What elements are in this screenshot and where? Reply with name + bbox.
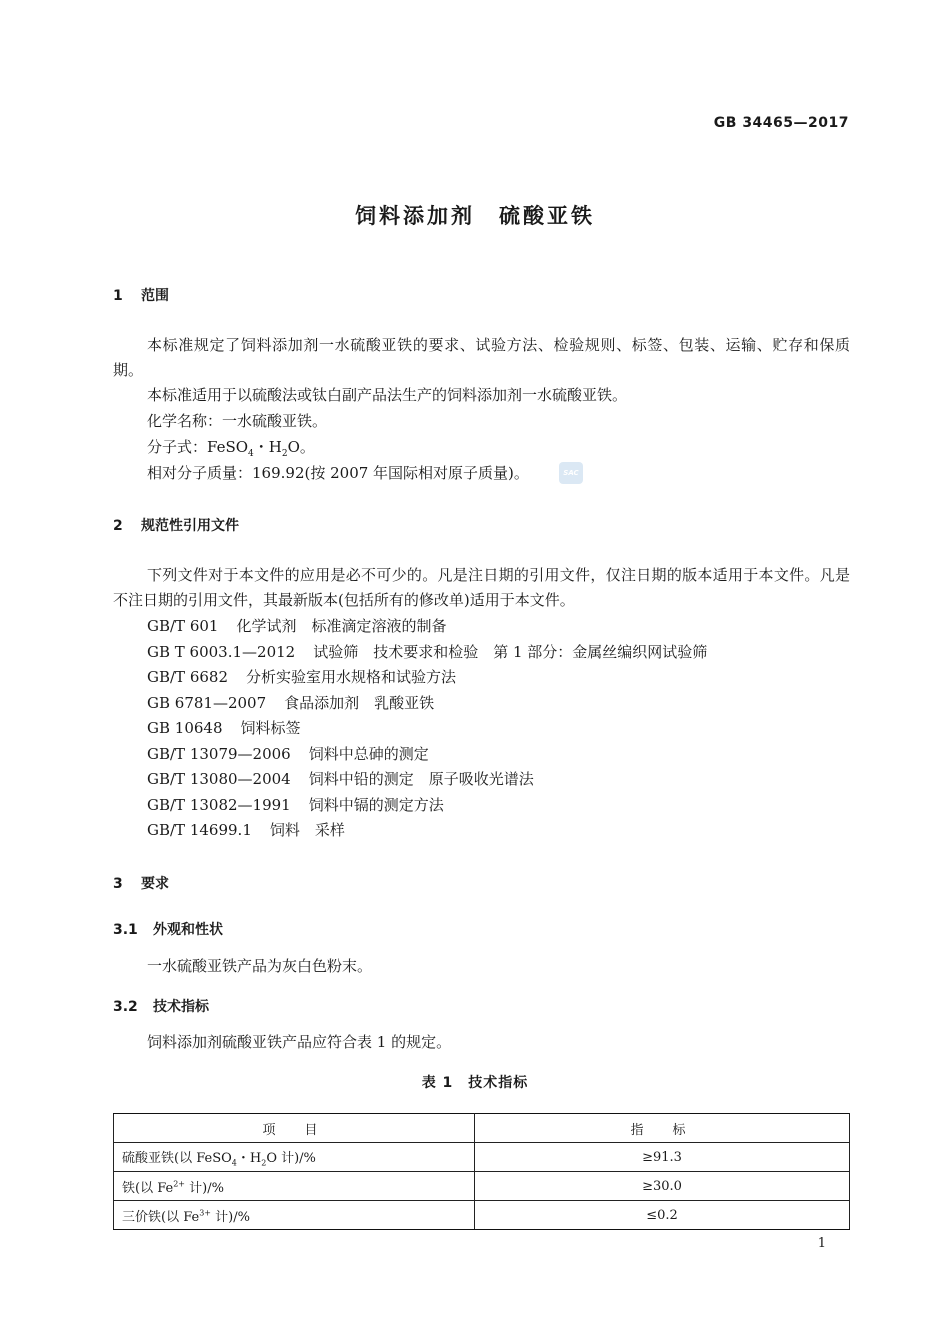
table-cell-item bbox=[114, 1172, 475, 1201]
section-3-2-heading bbox=[113, 996, 209, 1016]
column-header-item: 项 目 bbox=[114, 1114, 475, 1143]
section-title: 规范性引用文件 bbox=[141, 518, 239, 534]
item-subscript: 2 bbox=[261, 1158, 267, 1168]
formula-subscript: 2 bbox=[281, 449, 288, 459]
section-2-heading bbox=[113, 515, 239, 535]
reference-item bbox=[147, 640, 707, 665]
molecular-mass: 相对分子质量：169.92(按 2007 年国际相对原子质量)。 bbox=[147, 464, 529, 482]
normative-references-intro: 下列文件对于本文件的应用是必不可少的。凡是注日期的引用文件，仅注日期的版本适用于本文件。凡是不注日期的引用文件，其最新版本(包括所有的修改单)适用于本文件。 bbox=[113, 566, 850, 609]
reference-code: GB/T 601 bbox=[147, 617, 219, 635]
document-title: 饲料添加剂 硫酸亚铁 bbox=[355, 204, 595, 228]
item-text: ・H bbox=[236, 1150, 262, 1166]
reference-item bbox=[147, 767, 534, 792]
table-cell-value: ≤0.2 bbox=[475, 1201, 850, 1230]
section-number: 3 bbox=[113, 876, 123, 892]
formula-subscript: 4 bbox=[248, 449, 254, 459]
reference-title: 化学试剂 标准滴定溶液的制备 bbox=[236, 617, 447, 635]
formula-part: 分子式：FeSO bbox=[147, 438, 249, 456]
reference-title: 试验筛 技术要求和检验 第 1 部分：金属丝编织网试验筛 bbox=[313, 643, 708, 661]
table-cell-value: ≥30.0 bbox=[475, 1172, 850, 1201]
reference-code: GB 10648 bbox=[147, 719, 223, 737]
scope-paragraph-1: 本标准规定了饲料添加剂一水硫酸亚铁的要求、试验方法、检验规则、标签、包装、运输、贮存和保质期。 bbox=[113, 336, 850, 379]
reference-title: 饲料 采样 bbox=[269, 821, 345, 839]
reference-item bbox=[147, 665, 456, 690]
formula-part: O。 bbox=[287, 438, 315, 456]
reference-title: 食品添加剂 乳酸亚铁 bbox=[284, 694, 435, 712]
reference-item bbox=[147, 614, 446, 639]
technical-index-text: 饲料添加剂硫酸亚铁产品应符合表 1 的规定。 bbox=[147, 1033, 452, 1051]
table-header-row bbox=[114, 1114, 850, 1143]
reference-item bbox=[147, 818, 345, 843]
section-1-heading bbox=[113, 285, 169, 305]
item-text: 铁(以 Fe bbox=[122, 1180, 174, 1196]
reference-item bbox=[147, 716, 301, 741]
item-text: 三价铁(以 Fe bbox=[122, 1209, 200, 1225]
reference-title: 分析实验室用水规格和试验方法 bbox=[246, 668, 457, 686]
section-3-heading bbox=[113, 873, 169, 893]
reference-code: GB/T 13079—2006 bbox=[147, 745, 291, 763]
item-text: 计)/% bbox=[211, 1209, 250, 1225]
chemical-name: 化学名称：一水硫酸亚铁。 bbox=[147, 412, 328, 430]
reference-code: GB/T 13080—2004 bbox=[147, 770, 291, 788]
reference-item bbox=[147, 742, 429, 767]
item-superscript: 3+ bbox=[199, 1208, 212, 1218]
reference-title: 饲料标签 bbox=[240, 719, 301, 737]
item-text: O 计)/% bbox=[266, 1150, 316, 1166]
table-row bbox=[114, 1172, 850, 1201]
subsection-title: 技术指标 bbox=[153, 999, 209, 1015]
section-3-1-heading bbox=[113, 919, 223, 939]
item-text: 硫酸亚铁(以 FeSO bbox=[122, 1150, 232, 1166]
item-subscript: 4 bbox=[231, 1158, 237, 1168]
table-cell-item bbox=[114, 1143, 475, 1172]
scope-paragraph-2: 本标准适用于以硫酸法或钛白副产品法生产的饲料添加剂一水硫酸亚铁。 bbox=[147, 386, 628, 404]
reference-code: GB T 6003.1—2012 bbox=[147, 643, 296, 661]
table-caption: 表 1 技术指标 bbox=[421, 1075, 529, 1091]
page-number: 1 bbox=[817, 1236, 826, 1251]
reference-code: GB/T 6682 bbox=[147, 668, 229, 686]
subsection-number: 3.1 bbox=[113, 922, 138, 938]
table-row bbox=[114, 1143, 850, 1172]
item-superscript: 2+ bbox=[173, 1179, 186, 1189]
table-row bbox=[114, 1201, 850, 1230]
reference-code: GB/T 13082—1991 bbox=[147, 796, 291, 814]
standard-number: GB 34465—2017 bbox=[713, 115, 849, 131]
column-header-value: 指 标 bbox=[475, 1114, 850, 1143]
section-title: 要求 bbox=[141, 876, 169, 892]
section-number: 1 bbox=[113, 288, 123, 304]
reference-title: 饲料中铅的测定 原子吸收光谱法 bbox=[308, 770, 534, 788]
reference-title: 饲料中总砷的测定 bbox=[308, 745, 429, 763]
subsection-title: 外观和性状 bbox=[153, 922, 223, 938]
formula-part: ・H bbox=[253, 438, 282, 456]
reference-item bbox=[147, 793, 444, 818]
technical-index-table bbox=[113, 1113, 850, 1230]
reference-title: 饲料中镉的测定方法 bbox=[308, 796, 444, 814]
sac-watermark-logo: SAC bbox=[559, 462, 583, 484]
reference-code: GB/T 14699.1 bbox=[147, 821, 252, 839]
section-title: 范围 bbox=[141, 288, 169, 304]
table-cell-value: ≥91.3 bbox=[475, 1143, 850, 1172]
section-number: 2 bbox=[113, 518, 123, 534]
table-cell-item bbox=[114, 1201, 475, 1230]
subsection-number: 3.2 bbox=[113, 999, 138, 1015]
reference-code: GB 6781—2007 bbox=[147, 694, 267, 712]
item-text: 计)/% bbox=[185, 1180, 224, 1196]
appearance-text: 一水硫酸亚铁产品为灰白色粉末。 bbox=[147, 957, 373, 975]
reference-item bbox=[147, 691, 434, 716]
